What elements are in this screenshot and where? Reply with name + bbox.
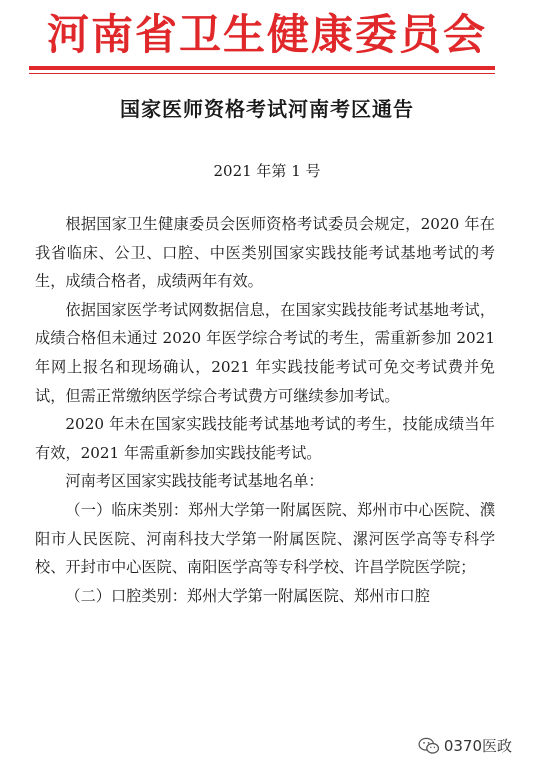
paragraph: 2020 年未在国家实践技能考试基地考试的考生，技能成绩当年有效，2021 年需重新参加实践技能考试。 — [35, 415, 495, 462]
paragraph: 河南考区国家实践技能考试基地名单： — [65, 472, 324, 491]
watermark-label: 0370医政 — [443, 737, 512, 755]
header-rule-thick — [29, 66, 495, 70]
document-title: 国家医师资格考试河南考区通告 — [120, 97, 414, 121]
header-org-name: 河南省卫生健康委员会 — [46, 10, 487, 59]
paragraph: 根据国家卫生健康委员会医师资格考试委员会规定，2020 年在我省临床、公卫、口腔、中医类别国家实践技能考试基地考试的考生，成绩合格者，成绩两年有效。 — [35, 215, 495, 291]
paragraph: 依据国家医学考试网数据信息，在国家实践技能考试基地考试，成绩合格但未通过 2020 年医学综合考试的考生，需重新参加 2021 年网上报名和现场确认，2021 年实践技能考试可免交考试费并免试，但需正常缴纳医学综合考试费方可继续参加考试。 — [35, 300, 495, 405]
document-number: 2021 年第 1 号 — [213, 162, 321, 180]
header-rule-thin — [29, 73, 495, 74]
wechat-icon — [418, 737, 440, 755]
paragraph: （二）口腔类别：郑州大学第一附属医院、郑州市口腔 — [65, 586, 430, 605]
paragraph: （一）临床类别：郑州大学第一附属医院、郑州市中心医院、濮阳市人民医院、河南科技大学第一附属医院、漯河医学高等专科学校、开封市中心医院、南阳医学高等专科学校、许昌学院医学院； — [35, 500, 495, 577]
watermark — [418, 735, 512, 756]
document-body — [35, 210, 495, 610]
